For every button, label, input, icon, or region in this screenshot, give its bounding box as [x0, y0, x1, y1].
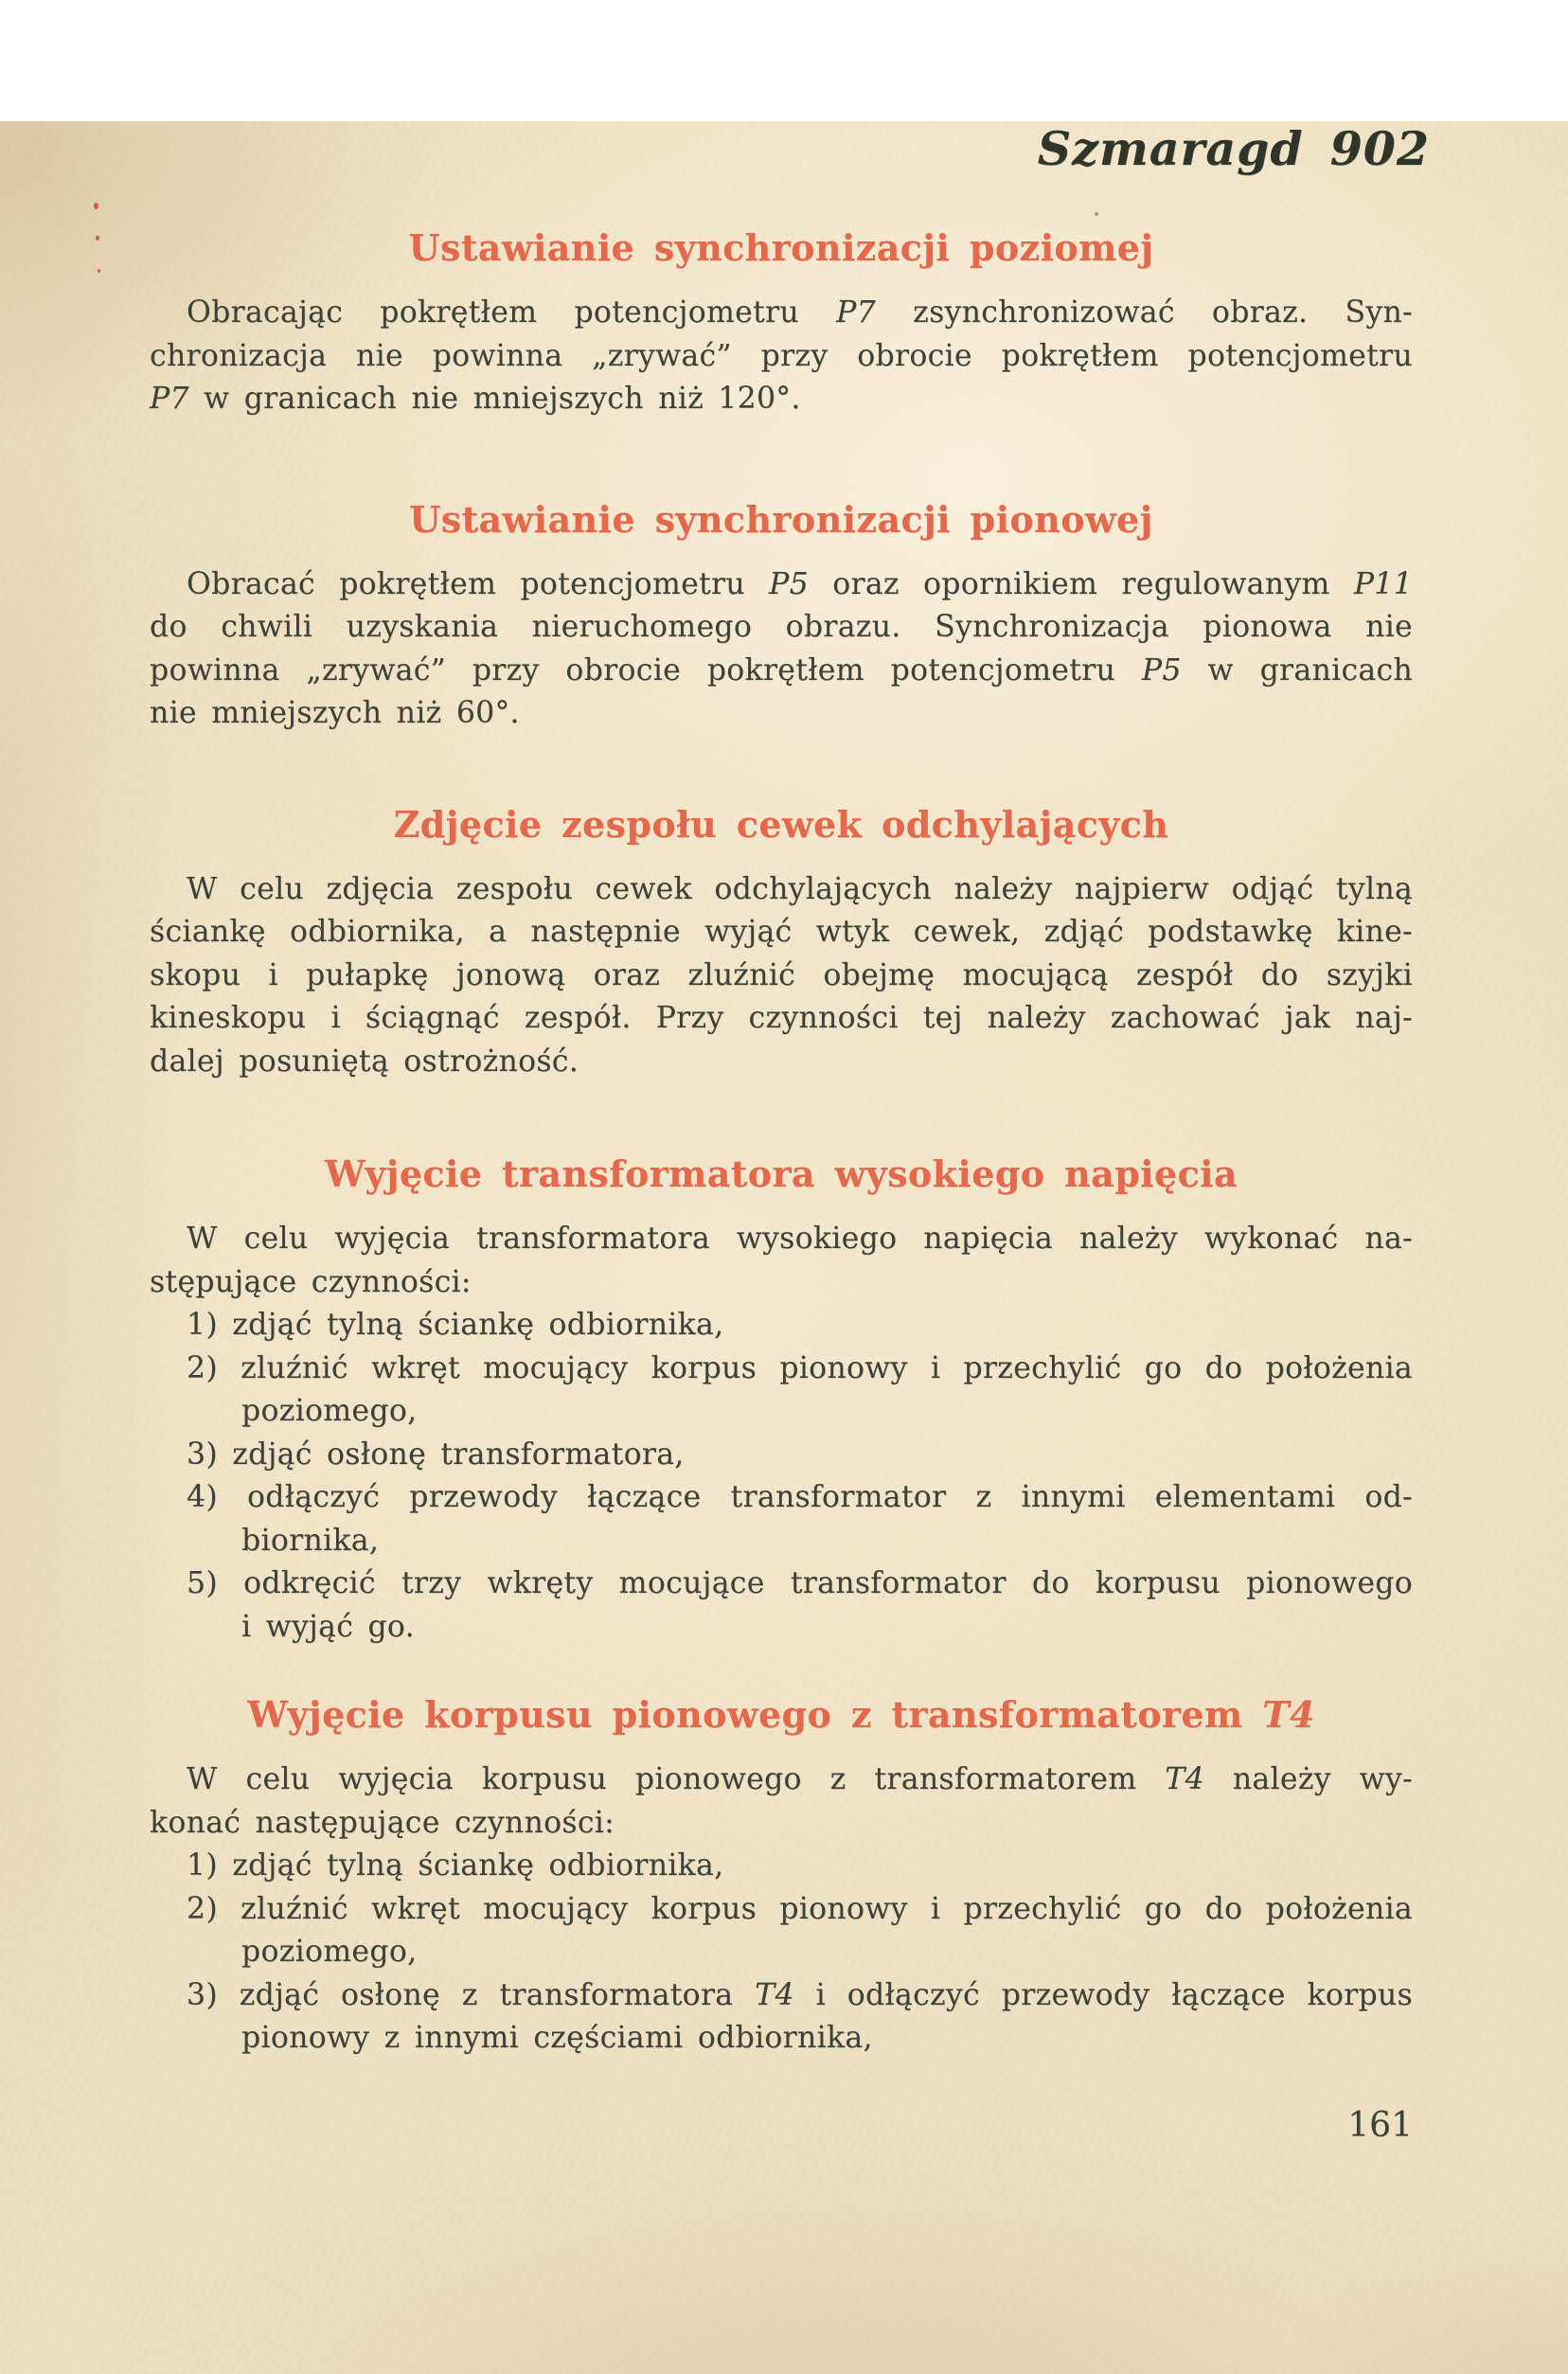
text-segment: Wyjęcie transformatora wysokiego napięcia [324, 1152, 1238, 1195]
text-segment: 1) zdjąć tylną ściankę odbiornika, [187, 1308, 724, 1342]
scanned-manual-page [0, 121, 1568, 2374]
document-title: Szmaragd 902 [1037, 121, 1430, 176]
numbered-list [150, 1304, 1413, 1649]
text-segment: biornika, [241, 1523, 380, 1558]
text-segment: i wyjąć go. [241, 1609, 415, 1644]
text-line [150, 1562, 1413, 1606]
text-segment: skopu i pułapkę jonową oraz zluźnić obejmę mocującą zespół do szyjki [150, 957, 1413, 992]
text-line [150, 1261, 1413, 1305]
text-line [150, 2017, 1413, 2061]
text-line [150, 1888, 1413, 1932]
text-line [150, 1606, 1413, 1650]
list-item [150, 1434, 1413, 1477]
text-segment: w granicach nie mniejszych niż 120°. [188, 382, 801, 416]
section [150, 1153, 1413, 1649]
section-heading [150, 499, 1413, 541]
text-line [150, 1758, 1413, 1802]
section-heading [150, 804, 1413, 846]
text-segment: dalej posuniętą ostrożność. [150, 1044, 579, 1079]
text-segment: 2) zluźnić wkręt mocujący korpus pionowy i przechylić go do położenia [187, 1350, 1413, 1385]
italic-term: P7 [150, 382, 189, 416]
list-item [150, 1562, 1413, 1649]
text-line [150, 1348, 1413, 1391]
text-line [150, 1802, 1413, 1846]
text-segment: kineskopu i ściągnąć zespół. Przy czynności tej należy zachować jak naj- [150, 1001, 1413, 1035]
text-segment: 1) zdjąć tylną ściankę odbiornika, [187, 1848, 724, 1883]
text-line [150, 606, 1413, 650]
text-line [150, 955, 1413, 998]
text-segment: Obracać pokrętłem potencjometru [187, 566, 770, 601]
text-segment: konać następujące czynności: [150, 1805, 615, 1840]
text-segment: Zdjęcie zespołu cewek odchylających [393, 802, 1169, 846]
text-segment: w granicach [1181, 652, 1413, 687]
section [150, 804, 1413, 1084]
text-segment: oraz opornikiem regulowanym [808, 566, 1354, 601]
text-segment: poziomego, [241, 1394, 418, 1428]
text-segment: należy wy- [1203, 1762, 1413, 1796]
section [150, 227, 1413, 421]
text-segment: 5) odkręcić trzy wkręty mocujące transformator do korpusu pionowego [187, 1566, 1413, 1600]
text-line [150, 335, 1413, 379]
text-segment: 3) zdjąć osłonę transformatora, [187, 1437, 685, 1472]
list-item [150, 1845, 1413, 1888]
list-item [150, 1888, 1413, 1974]
text-segment: W celu wyjęcia transformatora wysokiego napięcia należy wykonać na- [187, 1222, 1413, 1256]
italic-term: T4 [755, 1977, 794, 2012]
paragraph [150, 292, 1413, 421]
paragraph [150, 1218, 1413, 1304]
sections [150, 227, 1413, 2061]
italic-term: P5 [769, 566, 809, 601]
text-line [150, 997, 1413, 1041]
text-segment: W celu zdjęcia zespołu cewek odchylających należy najpierw odjąć tylną [187, 871, 1413, 906]
text-segment: ściankę odbiornika, a następnie wyjąć wtyk cewek, zdjąć podstawkę kine- [150, 915, 1413, 949]
text-line [150, 692, 1413, 736]
text-segment: powinna „zrywać” przy obrocie pokrętłem potencjometru [150, 652, 1142, 687]
text-segment: poziomego, [241, 1935, 418, 1969]
text-segment: zsynchronizować obraz. Syn- [876, 295, 1413, 330]
italic-term: T4 [1262, 1693, 1315, 1736]
italic-term: P5 [1141, 652, 1182, 687]
text-segment: chronizacja nie powinna „zrywać” przy obrocie pokrętłem potencjometru [150, 338, 1413, 373]
text-segment: 4) odłączyć przewody łączące transformator z innymi elementami od- [187, 1480, 1413, 1514]
text-line [150, 868, 1413, 912]
text-segment: 3) zdjąć osłonę z transformatora [187, 1977, 756, 2012]
italic-term: P11 [1353, 566, 1413, 601]
text-line [150, 911, 1413, 955]
section [150, 1694, 1413, 2061]
text-line [150, 1845, 1413, 1888]
text-segment: Ustawianie synchronizacji pionowej [409, 497, 1153, 541]
text-line [150, 1931, 1413, 1974]
italic-term: P7 [836, 295, 876, 330]
paragraph [150, 1758, 1413, 1845]
text-line [150, 378, 1413, 421]
text-line [150, 1476, 1413, 1520]
section-heading [150, 227, 1413, 269]
text-line [150, 1974, 1413, 2018]
section-heading [150, 1153, 1413, 1195]
text-line [150, 563, 1413, 607]
section [150, 499, 1413, 736]
text-segment: 2) zluźnić wkręt mocujący korpus pionowy i przechylić go do położenia [187, 1891, 1413, 1926]
text-segment: do chwili uzyskania nieruchomego obrazu. Synchronizacja pionowa nie [150, 610, 1413, 644]
text-line [150, 1041, 1413, 1084]
text-line [150, 1218, 1413, 1261]
list-item [150, 1476, 1413, 1562]
text-line [150, 292, 1413, 335]
text-line [150, 1520, 1413, 1563]
list-item [150, 1974, 1413, 2061]
text-line [150, 650, 1413, 693]
text-line [150, 1434, 1413, 1477]
italic-term: T4 [1165, 1762, 1204, 1796]
text-segment: W celu wyjęcia korpusu pionowego z transformatorem [187, 1762, 1166, 1796]
text-segment: Obracając pokrętłem potencjometru [187, 295, 837, 330]
text-segment: pionowy z innymi częściami odbiornika, [241, 2021, 873, 2055]
paragraph [150, 868, 1413, 1084]
page-number: 161 [1347, 2105, 1413, 2145]
text-segment: stępujące czynności: [150, 1264, 472, 1299]
section-heading [150, 1694, 1413, 1736]
text-segment: Wyjęcie korpusu pionowego z transformatorem [247, 1693, 1263, 1736]
text-segment: nie mniejszych niż 60°. [150, 696, 520, 730]
text-segment: i odłączyć przewody łączące korpus [793, 1977, 1413, 2012]
text-line [150, 1390, 1413, 1434]
list-item [150, 1304, 1413, 1348]
page-content [0, 121, 1568, 2146]
text-line [150, 1304, 1413, 1348]
paragraph [150, 563, 1413, 736]
list-item [150, 1348, 1413, 1434]
numbered-list [150, 1845, 1413, 2061]
text-segment: Ustawianie synchronizacji poziomej [408, 226, 1154, 269]
